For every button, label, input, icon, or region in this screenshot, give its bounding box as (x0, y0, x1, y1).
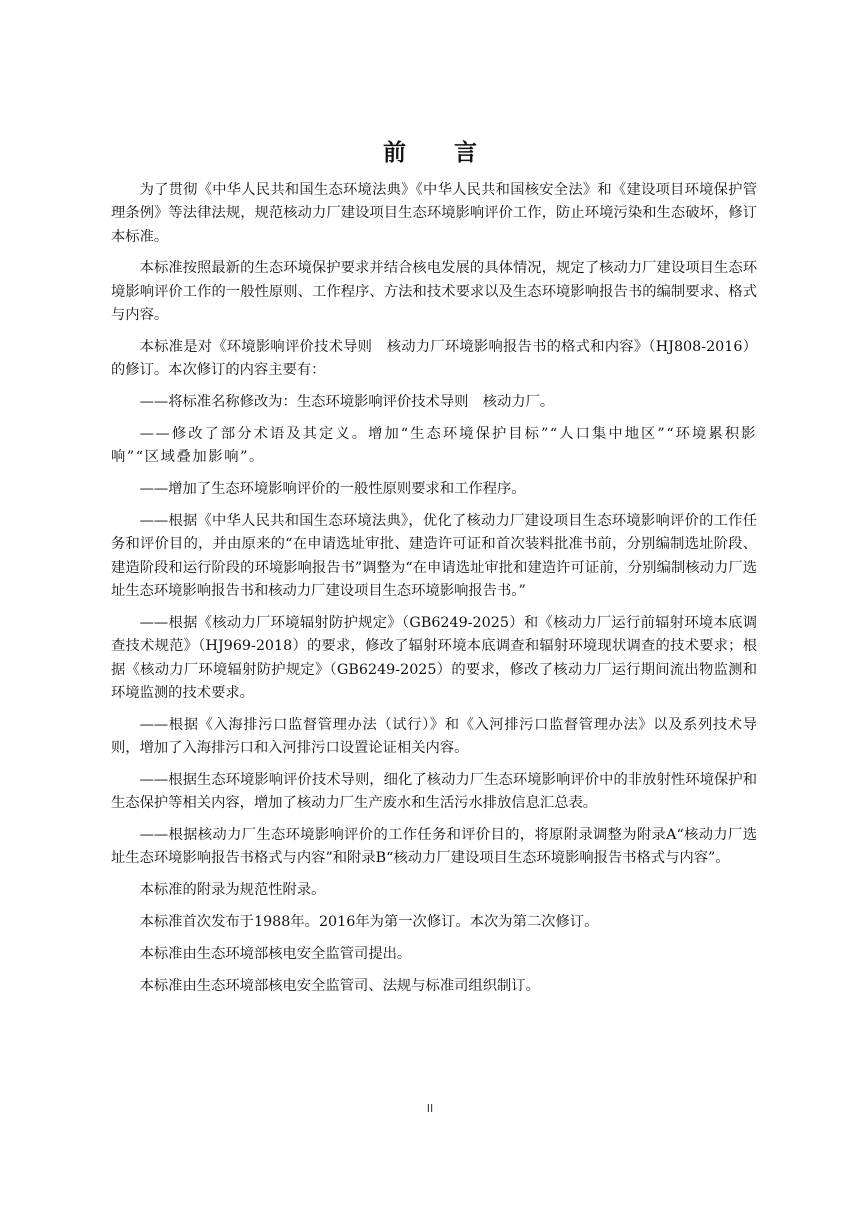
preface-body (111, 179, 757, 1007)
paragraph-revision-item-nonradioactive: ——根据生态环境影响评价技术导则，细化了核动力厂生态环境影响评价中的非放射性环境保护和生态保护等相关内容，增加了核动力厂生产废水和生活污水排放信息汇总表。 (111, 771, 757, 812)
paragraph-history: 本标准首次发布于1988年。2016年为第一次修订。本次为第二次修订。 (139, 914, 599, 931)
paragraph-revision-item-name: ——将标准名称修改为：生态环境影响评价技术导则 核动力厂。 (139, 394, 555, 411)
paragraph-revision-item-appendix: ——根据核动力厂生态环境影响评价的工作任务和评价目的，将原附录调整为附录A“核动力厂选址生态环境影响报告书格式与内容”和附录B“核动力厂建设项目生态环境影响报告书格式与内容”。 (111, 827, 757, 867)
page-title-char-2: 言 (454, 139, 477, 166)
paragraph-revision-item-principles: ——增加了生态环境影响评价的一般性原则要求和工作程序。 (139, 481, 526, 498)
paragraph-appendix-note: 本标准的附录为规范性附录。 (139, 882, 326, 899)
page-number: II (426, 1102, 434, 1115)
paragraph-revision-item-outfall: ——根据《入海排污口监督管理办法（试行）》和《入河排污口监督管理办法》以及系列技术导则，增加了入海排污口和入河排污口设置论证相关内容。 (111, 716, 757, 756)
paragraph-scope: 本标准按照最新的生态环境保护要求并结合核电发展的具体情况，规定了核动力厂建设项目生态环境影响评价工作的一般性原则、工作程序、方法和技术要求以及生态环境影响报告书的编制要求、格式与内容。 (111, 260, 757, 324)
paragraph-drafter: 本标准由生态环境部核电安全监管司、法规与标准司组织制订。 (139, 977, 540, 994)
paragraph-revision-item-terms: ——修改了部分术语及其定义。增加“生态环境保护目标”“人口集中地区”“环境累积影响”“区域叠加影响”。 (111, 426, 757, 466)
paragraph-revision-intro: 本标准是对《环境影响评价技术导则 核动力厂环境影响报告书的格式和内容》（HJ808-2016）的修订。本次修订的内容主要有： (111, 338, 757, 379)
page-title-char-1: 前 (383, 139, 406, 166)
paragraph-purpose: 为了贯彻《中华人民共和国生态环境法典》《中华人民共和国核安全法》和《建设项目环境保护管理条例》等法律法规，规范核动力厂建设项目生态环境影响评价工作，防止环境污染和生态破坏，修订本标准。 (111, 182, 757, 245)
paragraph-proposer: 本标准由生态环境部核电安全监管司提出。 (139, 946, 412, 963)
paragraph-revision-item-tasks: ——根据《中华人民共和国生态环境法典》，优化了核动力厂建设项目生态环境影响评价的工作任务和评价目的，并由原来的“在申请选址审批、建造许可证和首次装料批准书前，分别编制选址阶段、建造阶段和运行阶段的环境影响报告书”调整为“在申请选址审批和建造许可证前，分别编制核动力厂选址生态环境影响报告书和核动力厂建设项目生态环境影响报告书。” (111, 513, 757, 600)
page-title (0, 139, 860, 167)
paragraph-revision-item-radiation: ——根据《核动力厂环境辐射防护规定》（GB6249-2025）和《核动力厂运行前辐射环境本底调查技术规范》（HJ969-2018）的要求，修改了辐射环境本底调查和辐射环境现状调查的技术要求；根据《核动力厂环境辐射防护规定》（GB6249-2025）的要求，修改了核动力厂运行期间流出物监测和环境监测的技术要求。 (111, 614, 757, 701)
